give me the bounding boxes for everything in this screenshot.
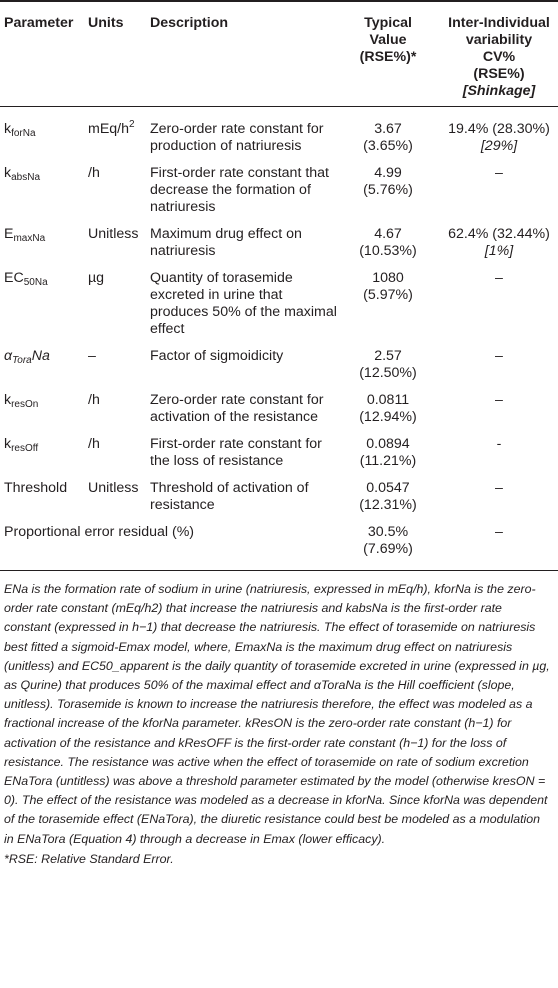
typical-value-cell: 0.0547 (12.31%) <box>359 480 417 513</box>
param-cell: Threshold <box>4 480 68 496</box>
header-description: Description <box>150 1 340 107</box>
table-row <box>0 429 558 473</box>
description-cell: First-order rate constant for the loss of resistance <box>150 436 322 469</box>
units-cell: Unitless <box>88 480 139 496</box>
typical-value-cell: 4.99 (5.76%) <box>363 165 413 198</box>
iiv-cell: – <box>495 348 503 364</box>
header-parameter: Parameter <box>0 1 88 107</box>
param-cell: $\alpha_{Tora}Na$ <box>4 348 50 366</box>
typical-value-cell: 3.67 (3.65%) <box>363 121 413 154</box>
table-row <box>0 158 558 219</box>
table-row <box>0 385 558 429</box>
table-header <box>0 1 558 107</box>
param-cell: $EC_{50Na}$ <box>4 270 48 288</box>
typical-value-cell: 4.67 (10.53%) <box>359 226 417 259</box>
table-row <box>0 341 558 385</box>
param-cell: $k_{forNa}$ <box>4 121 36 139</box>
iiv-cell: - <box>496 436 502 452</box>
header-iiv: Inter-Individual variability CV% (RSE%) [Shinkage] <box>436 1 558 107</box>
typical-value-cell: 0.0811 (12.94%) <box>359 392 417 425</box>
description-cell: Zero-order rate constant for activation of the resistance <box>150 392 324 425</box>
units-cell: – <box>88 348 96 364</box>
header-typical-value: Typical Value (RSE%)* <box>340 1 436 107</box>
description-cell: Factor of sigmoidicity <box>150 348 284 364</box>
table-row <box>0 517 558 571</box>
param-cell: $k_{resOff}$ <box>4 436 39 454</box>
typical-value-cell: 30.5% (7.69%) <box>340 517 436 571</box>
rse-footnote: *RSE: Relative Standard Error. <box>4 851 174 866</box>
description-cell: Maximum drug effect on natriuresis <box>150 226 302 259</box>
units-cell: mEq/$h^2$ <box>88 119 135 137</box>
table-row <box>0 263 558 341</box>
param-cell: $E_{maxNa}$ <box>4 226 46 244</box>
units-cell: /h <box>88 165 100 181</box>
units-cell: /h <box>88 392 100 408</box>
iiv-cell: – <box>495 165 503 181</box>
units-cell: Unitless <box>88 226 139 242</box>
description-cell: First-order rate constant that decrease the formation of natriuresis <box>150 165 329 215</box>
table-footnote: ENa is the formation rate of sodium in urine (natriuresis, expressed in mEq/h), kforNa is the zero-order rate constant (mEq/h2) that increase the natriuresis and kabsNa is the first-order rate constant (expressed in h−1) that decrease the natriuresis. The effect of torasemide on natriuresis best fitted a sigmoid-Emax model, where, EmaxNa is the maximum drug effect on natriuresis (unitless) and EC50_apparent is the daily quantity of torasemide excreted in urine (expressed in µg, as Qurine) that produces 50% of the maximal effect and αToraNa is the Hill coefficient (slope, unitless). Torasemide is known to increase the natriuresis therefore, the effect was modeled as a fractional increase of the kforNa parameter. kResON is the zero-order rate constant (h−1) for activation of the resistance and kResOFF is the first-order rate constant (h−1) for the loss of resistance. The resistance was active when the effect of torasemide on rate of sodium excretion ENaTora (untitless) was above a threshold parameter estimated by the model (otherwise kresON = 0). The effect of the resistance was modeled as a decrease in kforNa. Since kforNa was dependent of the torasemide effect (ENaTora), the diuretic resistance could best be modeled as a modulation in ENaTora (Equation 4) through a decrease in Emax (lower efficacy). <box>4 582 550 846</box>
typical-value-cell: 1080 (5.97%) <box>363 270 413 303</box>
table-row <box>0 107 558 159</box>
table-row <box>0 219 558 263</box>
typical-value-cell: 0.0894 (11.21%) <box>359 436 417 469</box>
table-body <box>0 107 558 571</box>
typical-value-cell: 2.57 (12.50%) <box>359 348 417 381</box>
param-cell: $k_{resOn}$ <box>4 392 39 410</box>
header-units: Units <box>88 1 150 107</box>
units-cell: /h <box>88 436 100 452</box>
iiv-cell: – <box>495 270 503 286</box>
units-cell: µg <box>88 270 105 286</box>
iiv-cell: – <box>495 480 503 496</box>
merged-label-cell: Proportional error residual (%) <box>0 517 340 571</box>
iiv-cell: – <box>436 517 558 571</box>
description-cell: Quantity of torasemide excreted in urine that produces 50% of the maximal effect <box>150 270 337 337</box>
description-cell: Zero-order rate constant for production of natriuresis <box>150 121 324 154</box>
iiv-cell: 19.4% (28.30%) [29%] <box>448 121 550 154</box>
iiv-cell: 62.4% (32.44%) [1%] <box>448 226 550 259</box>
description-cell: Threshold of activation of resistance <box>150 480 309 513</box>
table-row <box>0 473 558 517</box>
iiv-cell: – <box>495 392 503 408</box>
param-cell: $k_{absNa}$ <box>4 165 40 183</box>
